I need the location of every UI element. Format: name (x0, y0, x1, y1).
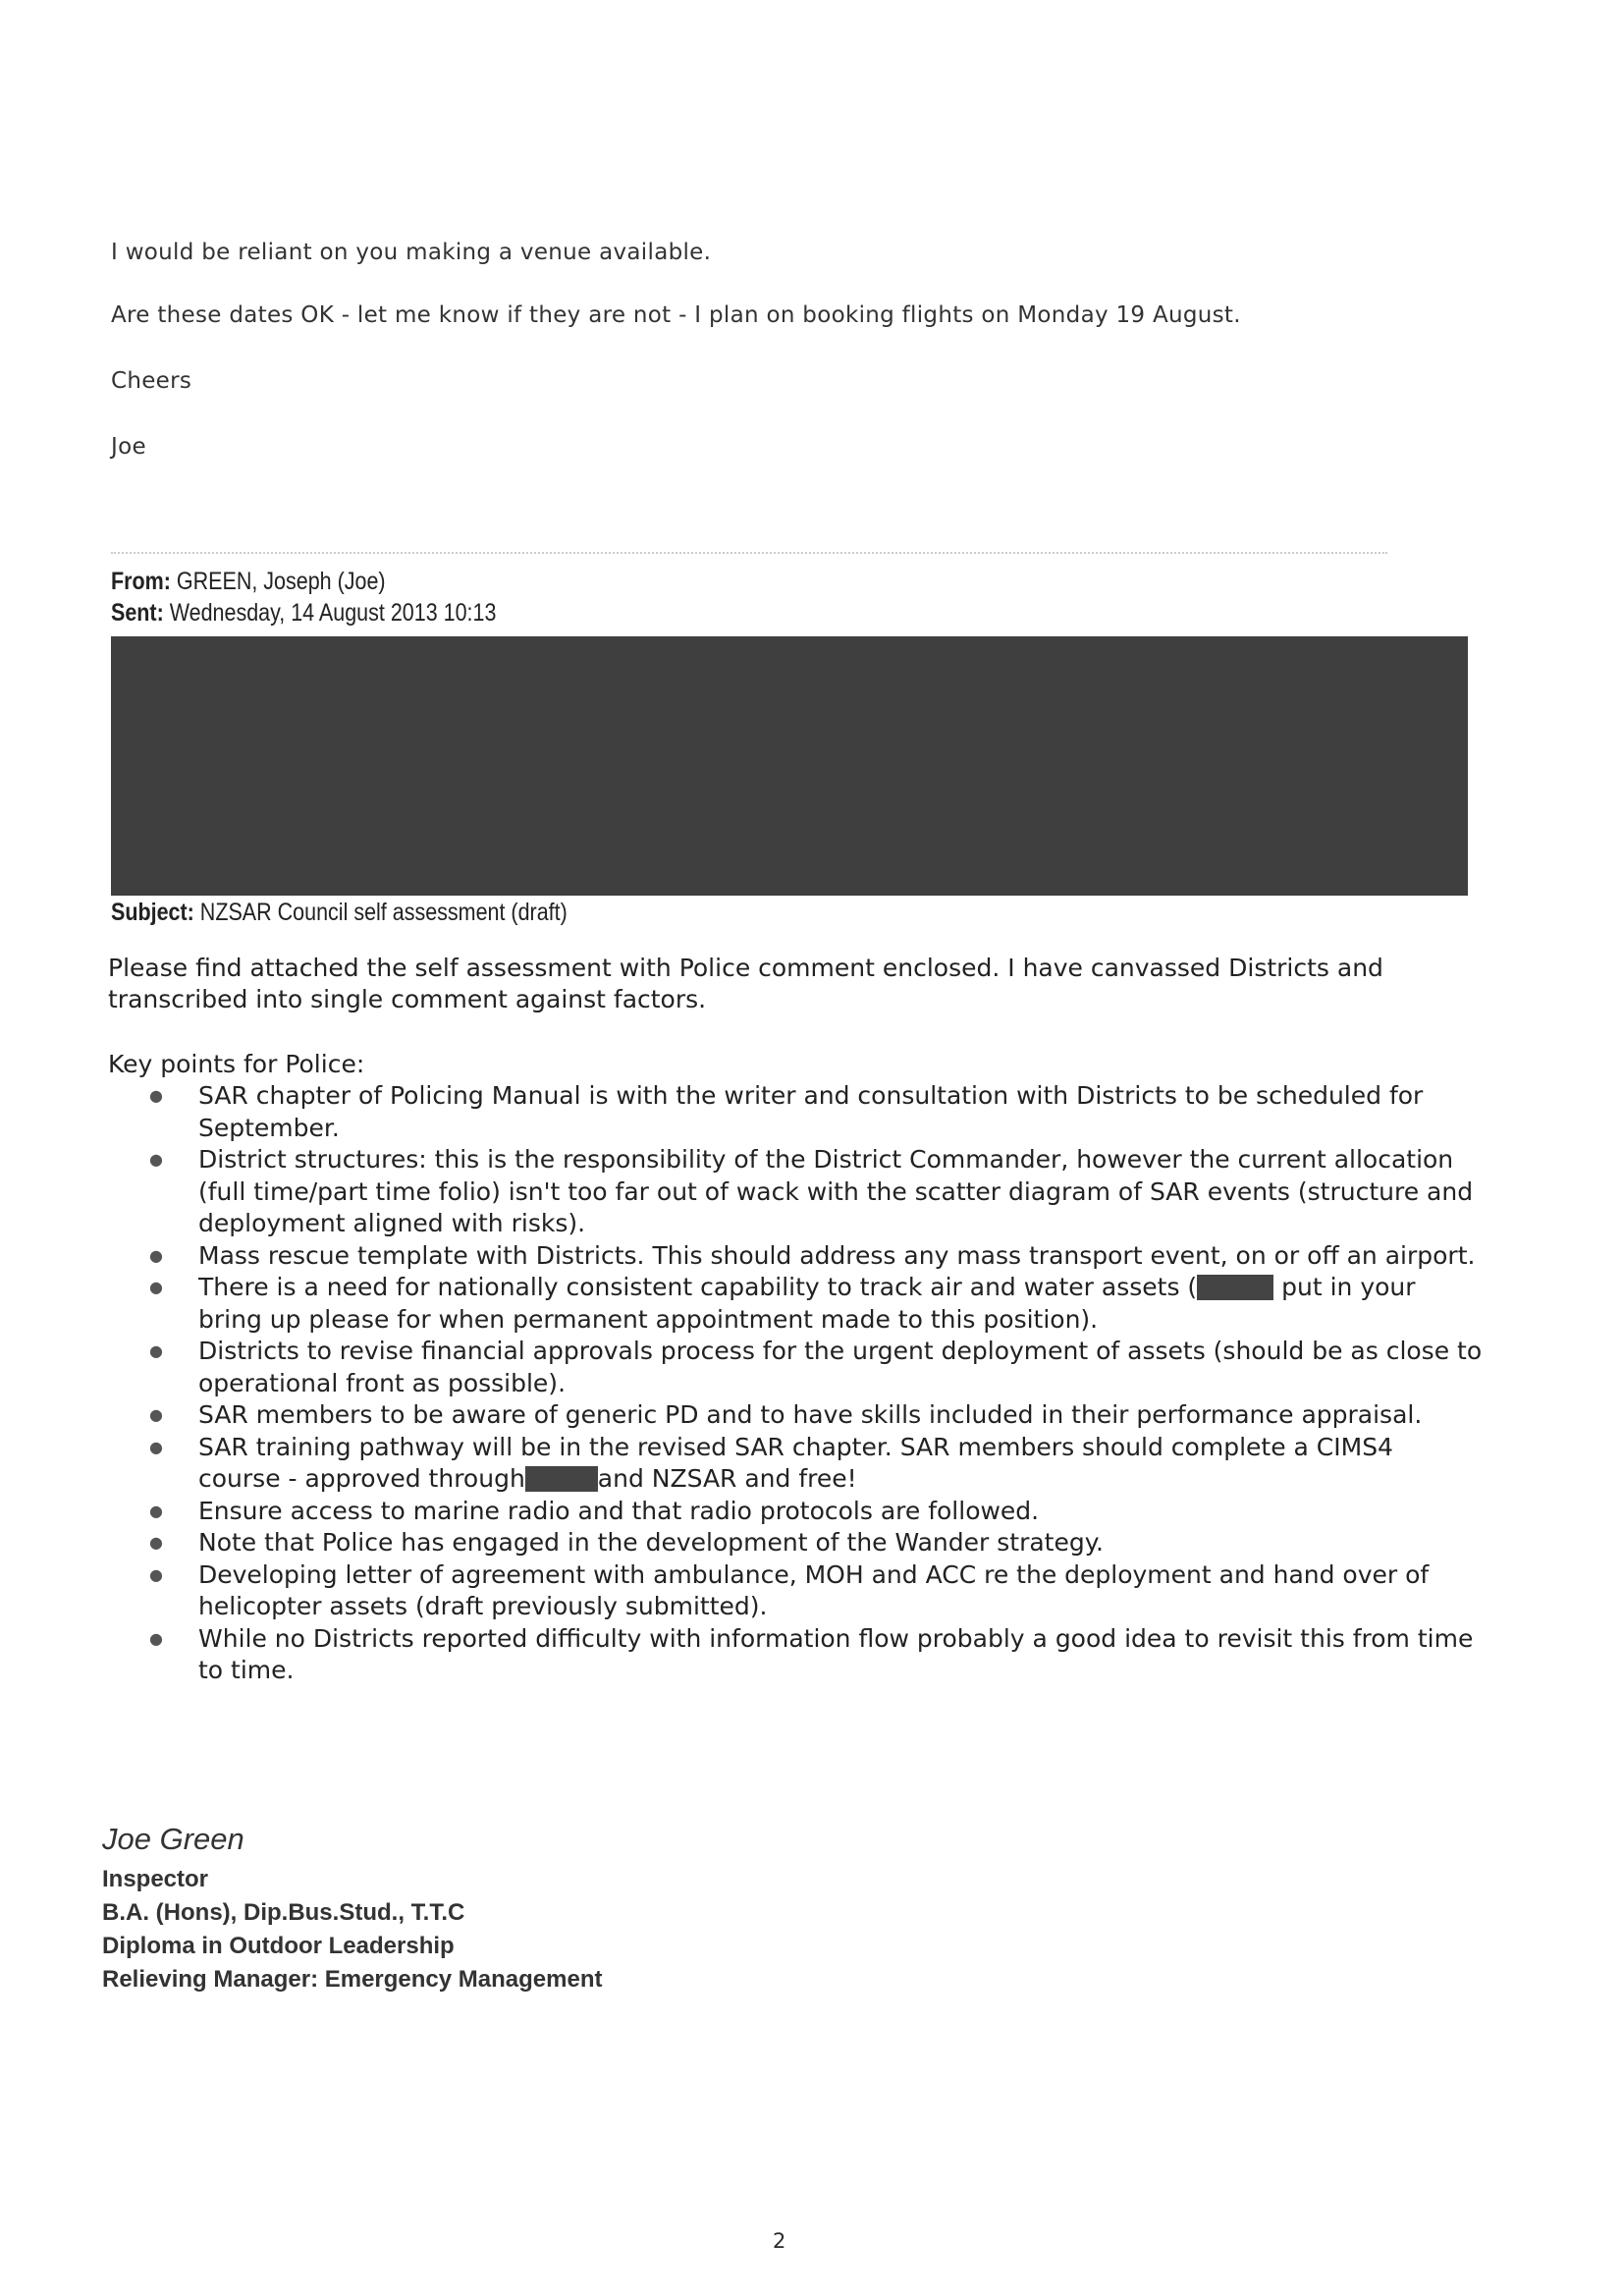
bullet-icon: ● (149, 1628, 163, 1648)
redaction-block (111, 636, 1468, 896)
page-number: 2 (773, 2229, 786, 2253)
list-item: ● Developing letter of agreement with ambulance, MOH and ACC re the deployment and hand over of helicopter assets (draft previously submitted). (149, 1559, 1430, 1620)
signature-qualifications: B.A. (Hons), Dip.Bus.Stud., T.T.C (102, 1899, 465, 1926)
bullet-icon: ● (149, 1501, 163, 1520)
signature-name: Joe Green (102, 1822, 244, 1856)
signature-diploma: Diploma in Outdoor Leadership (102, 1933, 455, 1959)
intro-line-venue: I would be reliant on you making a venue available. (111, 240, 712, 265)
signoff: Joe (111, 434, 146, 460)
list-item: ● SAR training pathway will be in the revised SAR chapter. SAR members should complete a CIMS4 course - approved through and NZSAR and free! (149, 1432, 1393, 1493)
inline-redaction (525, 1466, 598, 1492)
bullet-icon: ● (149, 1245, 163, 1265)
list-item: ● There is a need for nationally consistent capability to track air and water assets ( put in your bring up please for when permanent appointment made to this position). (149, 1273, 1416, 1334)
bullet-icon: ● (149, 1086, 163, 1105)
subject-value: NZSAR Council self assessment (draft) (199, 899, 568, 926)
list-item: ● SAR chapter of Policing Manual is with the writer and consultation with Districts to be scheduled for September. (149, 1081, 1424, 1142)
body-paragraph: Please find attached the self assessment with Police comment enclosed. I have canvassed Districts and transcribed into single comment against factors. (108, 954, 1383, 1013)
signature-role: Relieving Manager: Emergency Management (102, 1966, 603, 1993)
from-value: GREEN, Joseph (Joe) (176, 568, 386, 595)
email-from (111, 568, 386, 596)
sent-value: Wednesday, 14 August 2013 10:13 (169, 599, 497, 627)
list-item: ● Mass rescue template with Districts. This should address any mass transport event, on or off an airport. (108, 1240, 1483, 1273)
bullet-icon: ● (149, 1341, 163, 1360)
bullet-icon: ● (149, 1437, 163, 1456)
list-item: ● Districts to revise financial approvals process for the urgent deployment of assets (should be as close to operational front as possible). (149, 1337, 1483, 1397)
inline-redaction (1197, 1275, 1273, 1300)
intro-line-dates: Are these dates OK - let me know if they are not - I plan on booking flights on Monday 19 August. (111, 302, 1241, 328)
from-label: From: (111, 568, 171, 595)
bullet-icon: ● (149, 1150, 163, 1169)
bullet-icon: ● (149, 1533, 163, 1552)
sent-label: Sent: (111, 599, 164, 627)
bullet-icon: ● (149, 1564, 163, 1584)
subject-label: Subject: (111, 899, 194, 926)
closing: Cheers (111, 368, 192, 394)
email-sent (111, 599, 496, 628)
bullet-icon: ● (149, 1278, 163, 1296)
list-item: ● Note that Police has engaged in the development of the Wander strategy. (108, 1527, 1483, 1559)
key-points-heading: Key points for Police: (108, 1050, 365, 1078)
list-item: ● While no Districts reported difficulty with information flow probably a good idea to revisit this from time to time. (149, 1623, 1474, 1684)
key-points-list (108, 1080, 1483, 1687)
bullet-icon: ● (149, 1405, 163, 1424)
list-item: ● SAR members to be aware of generic PD and to have skills included in their performance appraisal. (108, 1399, 1483, 1432)
signature-title: Inspector (102, 1866, 209, 1892)
email-subject (111, 899, 568, 927)
list-item: ● District structures: this is the responsibility of the District Commander, however the current allocation (full time/part time folio) isn't too far out of wack with the scatter diagram of SAR events (structure and deployment aligned with risks). (149, 1145, 1474, 1237)
list-item: ● Ensure access to marine radio and that radio protocols are followed. (108, 1496, 1483, 1528)
separator-line (111, 552, 1387, 554)
